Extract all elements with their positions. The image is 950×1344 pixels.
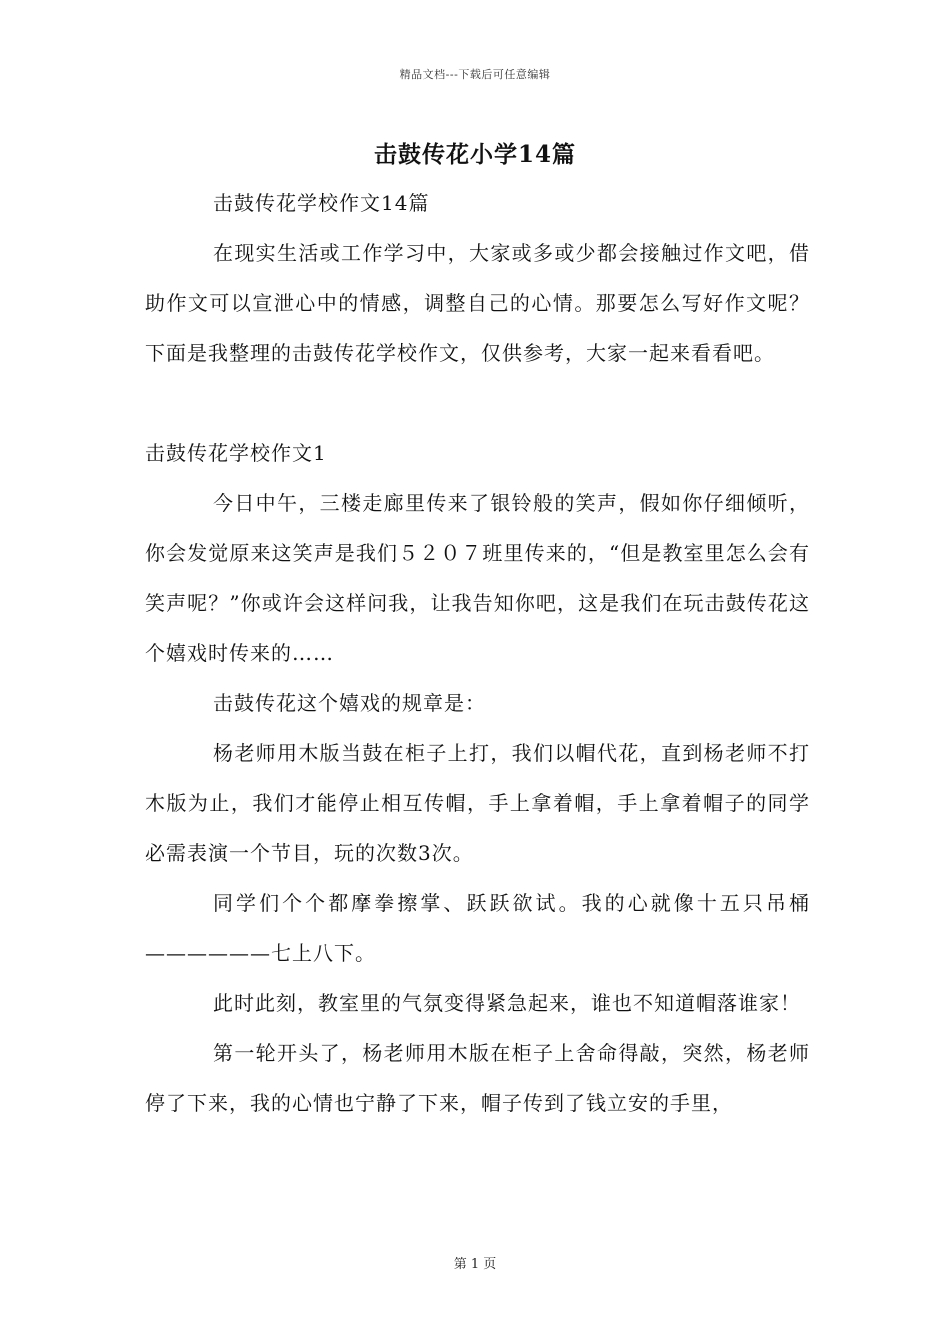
page-header: 精品文档---下载后可任意编辑 bbox=[399, 68, 551, 81]
section-heading: 击鼓传花学校作文1 bbox=[145, 441, 327, 465]
body-paragraph: 此时此刻，教室里的气氛变得紧急起来，谁也不知道帽落谁家！ bbox=[213, 991, 801, 1015]
document-subtitle: 击鼓传花学校作文14篇 bbox=[213, 191, 430, 215]
document-title: 击鼓传花小学14篇 bbox=[373, 141, 576, 168]
body-paragraph: 今日中午，三楼走廊里传来了银铃般的笑声，假如你仔细倾听，你会发觉原来这笑声是我们５２０７班里传来的，“但是教室里怎么会有笑声呢？”你或许会这样问我，让我告知你吧，这是我们在玩击鼓传花这个嬉戏时传来的…… bbox=[145, 491, 810, 665]
body-paragraph: 同学们个个都摩拳擦掌、跃跃欲试。我的心就像十五只吊桶——————七上八下。 bbox=[145, 891, 810, 965]
section-spacer bbox=[145, 378, 810, 428]
body-paragraph: 第一轮开头了，杨老师用木版在柜子上舍命得敲，突然，杨老师停了下来，我的心情也宁静了下来，帽子传到了钱立安的手里， bbox=[145, 1041, 810, 1115]
page-number: 第 1 页 bbox=[453, 1257, 497, 1272]
intro-paragraph: 在现实生活或工作学习中，大家或多或少都会接触过作文吧，借助作文可以宣泄心中的情感，调整自己的心情。那要怎么写好作文呢？下面是我整理的击鼓传花学校作文，仅供参考，大家一起来看看吧。 bbox=[145, 241, 810, 365]
body-paragraph: 击鼓传花这个嬉戏的规章是： bbox=[213, 691, 486, 715]
body-paragraph: 杨老师用木版当鼓在柜子上打，我们以帽代花，直到杨老师不打木版为止，我们才能停止相互传帽，手上拿着帽，手上拿着帽子的同学必需表演一个节目，玩的次数3次。 bbox=[145, 741, 810, 865]
document-body bbox=[145, 178, 810, 1128]
